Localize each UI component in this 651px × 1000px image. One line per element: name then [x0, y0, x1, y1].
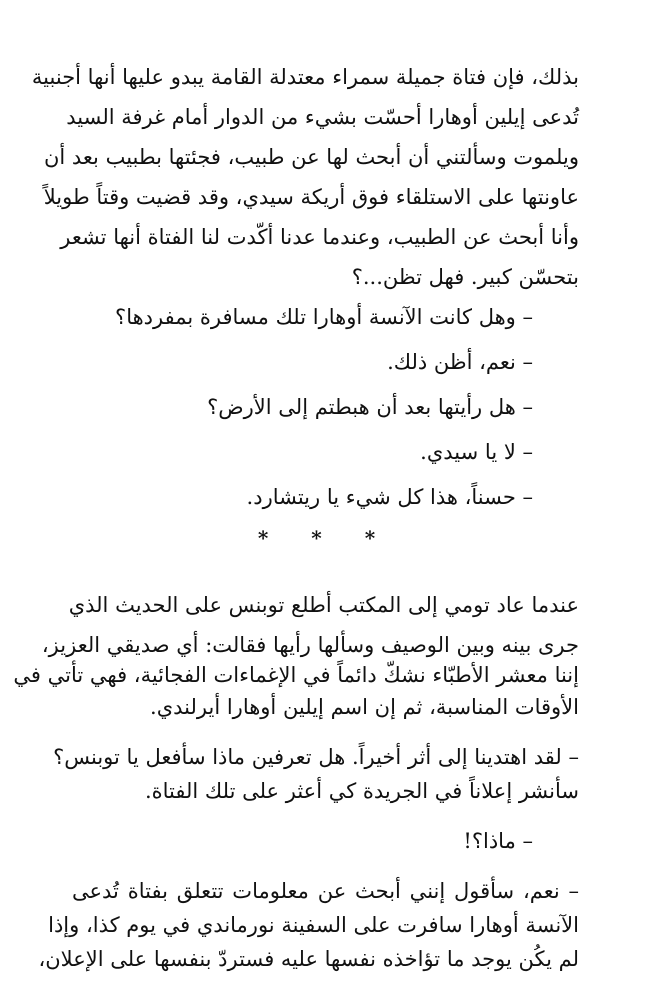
section-separator: * * *	[257, 526, 394, 550]
text-line: الأوقات المناسبة، ثم إن اسم إيلين أوهارا أيرلندي.	[150, 695, 579, 719]
text-line: ويلموت وسألتني أن أبحث لها عن طبيب، فجئتها بطبيب بعد أن	[43, 145, 579, 169]
text-line: تُدعى إيلين أوهارا أحسّت بشيء من الدوار أمام غرفة السيد	[66, 105, 579, 129]
dialogue-line: – حسناً، هذا كل شيء يا ريتشارد.	[246, 485, 533, 509]
dialogue-line: – نعم، أظن ذلك.	[387, 350, 533, 374]
text-line: بتحسّن كبير. فهل تظن...؟	[351, 265, 579, 289]
text-line: – نعم، سأقول إنني أبحث عن معلومات تتعلق بفتاة تُدعى	[72, 879, 579, 903]
text-line: إننا معشر الأطبّاء نشكّ دائماً في الإغماءات الفجائية، فهي تأتي في	[13, 663, 579, 687]
text-line: سأنشر إعلاناً في الجريدة كي أعثر على تلك الفتاة.	[144, 779, 579, 803]
dialogue-line: – وهل كانت الآنسة أوهارا تلك مسافرة بمفردها؟	[115, 305, 533, 329]
text-line: عاونتها على الاستلقاء فوق أريكة سيدي، وقد قضيت وقتاً طويلاً	[43, 185, 579, 209]
text-line: – لقد اهتدينا إلى أثر أخيراً. هل تعرفين ماذا سأفعل يا توبنس؟	[53, 745, 579, 769]
dialogue-line: – ماذا؟!	[463, 829, 533, 853]
dialogue-line: – هل رأيتها بعد أن هبطتم إلى الأرض؟	[207, 395, 533, 419]
dialogue-line: – لا يا سيدي.	[420, 440, 533, 464]
text-line: جرى بينه وبين الوصيف وسألها رأيها فقالت: أي صديقي العزيز،	[41, 633, 579, 657]
text-line: بذلك، فإن فتاة جميلة سمراء معتدلة القامة يبدو عليها أنها أجنبية	[31, 65, 579, 89]
text-line: لم يكُن يوجد ما تؤاخذه نفسها عليه فستردّ بنفسها على الإعلان،	[38, 947, 579, 971]
text-line: وأنا أبحث عن الطبيب، وعندما عدنا أكّدت لنا الفتاة أنها تشعر	[60, 225, 579, 249]
text-line: عندما عاد تومي إلى المكتب أطلع توبنس على الحديث الذي	[68, 593, 579, 617]
text-line: الآنسة أوهارا سافرت على السفينة نورماندي في يوم كذا، وإذا	[48, 913, 579, 937]
